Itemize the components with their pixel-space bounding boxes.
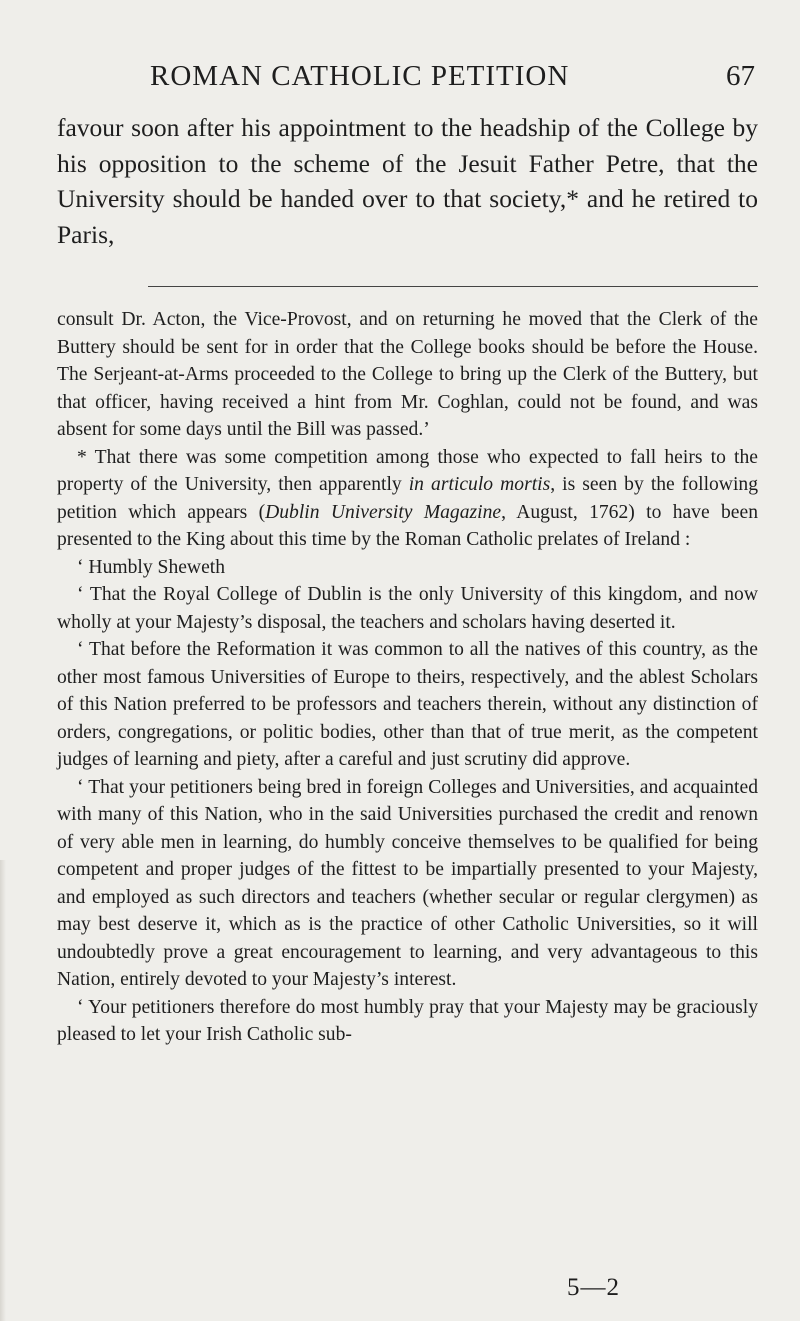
- signature-mark: 5—2: [567, 1274, 620, 1301]
- footnote-star-italic-source: Dublin University Magazine: [265, 501, 502, 523]
- main-text-block: [57, 110, 758, 252]
- footnote-star: [57, 444, 758, 554]
- footnote-rule: [148, 286, 758, 287]
- footnote-star-lead: * That there was some competition among those who expected to fall heirs to the property of the University, then apparently: [57, 446, 758, 495]
- running-head: ROMAN CATHOLIC PETITION: [150, 60, 570, 92]
- page-header: [150, 60, 755, 100]
- petition-paragraph: ‘ That before the Reformation it was common to all the natives of this country, as the other most famous Universities of Europe to theirs, respectively, and the ablest Scholars of this Nation preferred to be professors and teachers therein, without any distinction of orders, congregations, or politic bodies, other than that of true merit, as the competent judges of learning and piety, after a careful and just scrutiny did approve.: [57, 639, 758, 770]
- petition-paragraph: ‘ That your petitioners being bred in foreign Colleges and Universities, and acquainted with many of this Nation, who in the said Universities purchased the credit and renown of very able men in learning, do humbly conceive themselves to be qualified for being competent and proper judges of the fittest to be impartially presented to your Majesty, and employed as such directors and teachers (whether secular or regular clergymen) as may best deserve it, which as is the practice of other Catholic Universities, so it will undoubtedly prove a great encouragement to learning, and very advantageous to this Nation, entirely devoted to your Majesty’s interest.: [57, 776, 758, 990]
- footnotes-block: [57, 306, 758, 1049]
- petition-paragraph: ‘ Your petitioners therefore do most humbly pray that your Majesty may be graciously pleased to let your Irish Catholic sub-: [57, 996, 758, 1045]
- footnote-continuation: consult Dr. Acton, the Vice-Provost, and on returning he moved that the Clerk of the Buttery should be sent for in order that the College books should be before the House. The Serjeant-at-Arms proceeded to the College to bring up the Clerk of the Buttery, but that officer, having received a hint from Mr. Coghlan, could not be found, and was absent for some days until the Bill was passed.’: [57, 309, 758, 440]
- main-paragraph: favour soon after his appointment to the headship of the College by his opposition to the scheme of the Jesuit Father Petre, that the University should be handed over to that society,* and he retired to Paris,: [57, 113, 758, 249]
- footnote-star-middle: , is seen by the following petition which appears (: [57, 474, 758, 523]
- footnote-star-italic-latin: in articulo mortis: [408, 474, 551, 495]
- petition-paragraph: ‘ Humbly Sheweth: [77, 556, 226, 578]
- page-number: 67: [726, 60, 755, 92]
- binding-shadow: [0, 860, 6, 1321]
- footnote-star-tail: , August, 1762) to have been presented to the King about this time by the Roman Catholic prelates of Ireland :: [57, 501, 758, 550]
- petition-paragraph: ‘ That the Royal College of Dublin is the only University of this kingdom, and now wholly at your Majesty’s disposal, the teachers and scholars having deserted it.: [57, 584, 758, 633]
